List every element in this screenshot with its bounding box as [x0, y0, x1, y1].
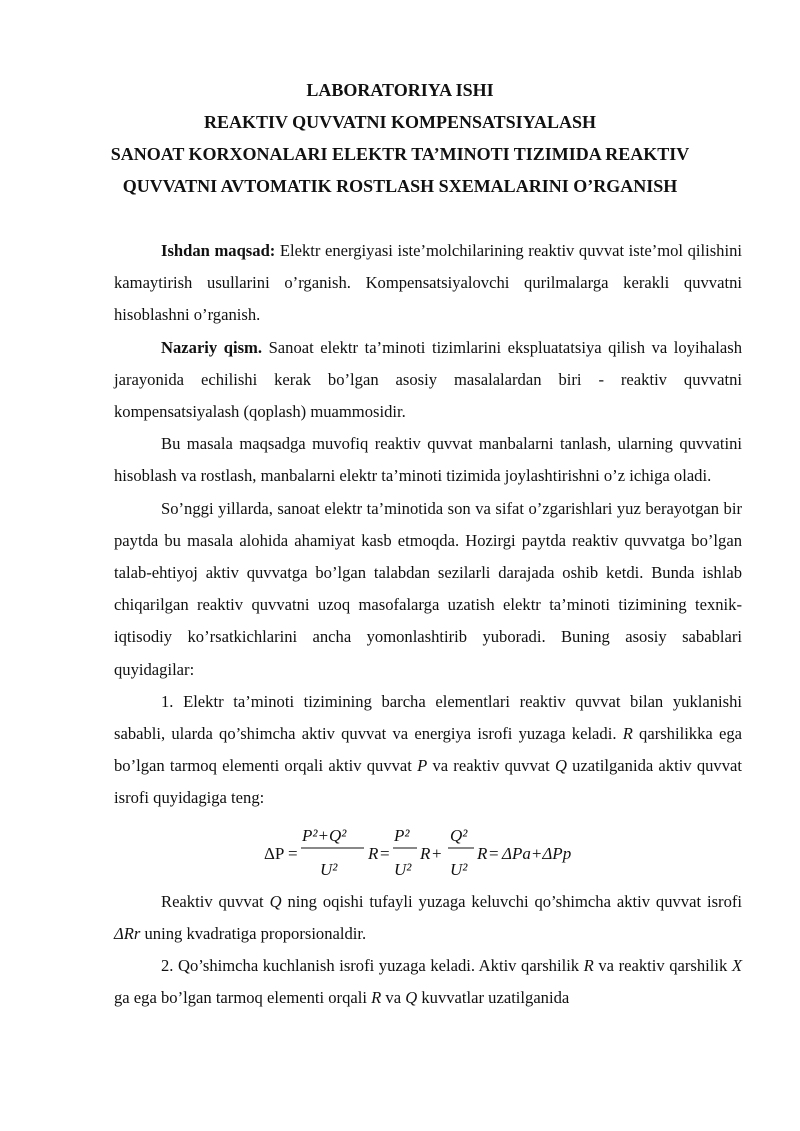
task-paragraph: Bu masala maqsadga muvofiq reaktiv quvvat manbalarni tanlash, ularning quvvatini hisoblash va rostlash, manbalarni elektr ta’minoti tizimida joylashtirishni o’z ichiga oladi. — [114, 434, 742, 486]
title-line-2: REAKTIV QUVVATNI KOMPENSATSIYALASH — [203, 112, 597, 132]
eq-denominator-1: U² — [320, 859, 338, 879]
reactive-note-text-b: ning oqishi tufayli yuzaga keluvchi qo’shimcha aktiv quvvat isrofi — [281, 891, 743, 911]
point-2-paragraph — [114, 950, 742, 1014]
symbol-x: X — [731, 956, 742, 976]
eq-equals-2: = — [380, 843, 390, 863]
eq-delta-p: ΔP — [264, 843, 285, 863]
point-2-text-d: va — [381, 988, 406, 1008]
point-1-text-a: 1. Elektr ta’minoti tizimining barcha elementlari reaktiv quvvat bilan yuklanishi sababli, ularda qo’shimcha aktiv quvvat va energiya isrofi yuzaga keladi. — [114, 691, 742, 744]
symbol-r-3: R — [371, 988, 382, 1008]
point-1-text-d: uzatilganida aktiv quvvat isrofi quyidagiga teng: — [114, 756, 742, 808]
title-line-4: QUVVATNI AVTOMATIK ROSTLASH SXEMALARINI O’RGANISH — [122, 176, 678, 196]
power-loss-equation — [114, 815, 742, 886]
title-line-3: SANOAT KORXONALARI ELEKTR TA’MINOTI TIZIMIDA REAKTIV — [110, 144, 690, 164]
symbol-q-3: Q — [405, 988, 418, 1008]
aim-paragraph — [114, 235, 742, 332]
symbol-delta-rr: ΔRr — [114, 923, 141, 943]
eq-rhs: ΔPa+ΔPp — [502, 843, 572, 863]
theory-label: Nazariy qism. — [161, 337, 263, 357]
aim-label: Ishdan maqsad: — [161, 241, 276, 260]
symbol-r-2: R — [583, 956, 594, 976]
point-2-text-b: va reaktiv qarshilik — [593, 956, 732, 976]
eq-numerator-1: P²+Q² — [302, 825, 347, 845]
eq-r-3: R — [477, 843, 488, 863]
equation-graphic — [264, 817, 604, 885]
eq-denominator-3: U² — [450, 859, 468, 879]
eq-equals-1: = — [288, 843, 298, 863]
point-2-text-c: ga ega bo’lgan tarmoq elementi orqali — [114, 988, 372, 1008]
aim-text: Elektr energiyasi iste’molchilarining reaktiv quvvat iste’mol qilishini kamaytirish usullarini o’rganish. Kompensatsiyalovchi qurilmalarga kerakli quvvatni hisoblashni o’rganish. — [114, 241, 742, 325]
point-1-text-b: qarshilikka ega bo’lgan tarmoq elementi orqali aktiv quvvat — [114, 724, 742, 776]
document-body — [114, 235, 742, 1014]
point-1-text-c: va reaktiv quvvat — [427, 756, 555, 776]
eq-r-2: R — [420, 843, 431, 863]
reactive-note-text-c: uning kvadratiga proporsionaldir. — [140, 923, 367, 943]
theory-text: Sanoat elektr ta’minoti tizimlarini ekspluatatsiya qilish va loyihalash jarayonida echilishi kerak bo’lgan asosiy masalalardan biri - reaktiv quvvatni kompensatsiyalash (qoplash) muammosidir. — [114, 337, 742, 422]
symbol-q: Q — [554, 756, 567, 776]
point-2-text-e: kuvvatlar uzatilganida — [417, 988, 570, 1008]
eq-denominator-2: U² — [394, 859, 412, 879]
reactive-note-text-a: Reaktiv quvvat — [161, 891, 270, 911]
point-1-paragraph — [114, 686, 742, 815]
point-2-text-a: 2. Qo’shimcha kuchlanish isrofi yuzaga keladi. Aktiv qarshilik — [161, 956, 584, 976]
symbol-p: P — [417, 756, 428, 776]
eq-numerator-3: Q² — [450, 825, 468, 845]
reactive-note-paragraph — [114, 886, 742, 950]
eq-equals-3: = — [489, 843, 499, 863]
eq-plus: + — [432, 843, 442, 863]
eq-r-1: R — [368, 843, 379, 863]
symbol-q-2: Q — [269, 891, 282, 911]
title-line-1: LABORATORIYA ISHI — [306, 80, 494, 100]
document-title — [60, 74, 740, 202]
eq-numerator-2: P² — [394, 825, 410, 845]
symbol-r: R — [622, 724, 633, 744]
theory-paragraph — [114, 332, 742, 429]
recent-years-paragraph: So’nggi yillarda, sanoat elektr ta’minotida son va sifat o’zgarishlari yuz berayotgan bir paytda bu masala alohida ahamiyat kasb etmoqda. Hozirgi paytda reaktiv quvvatga bo’lgan talab-ehtiyoj aktiv quvvatga bo’lgan talabdan sezilarli darajada oshib ketdi. Bunda ishlab chiqarilgan reaktiv quvvatni uzoq masofalarga uzatish elektr ta’minoti tizimining texnik-iqtisodiy ko’rsatkichlarini ancha yomonlashtirib yuboradi. Buning asosiy sabablari quyidagilar: — [114, 498, 742, 679]
